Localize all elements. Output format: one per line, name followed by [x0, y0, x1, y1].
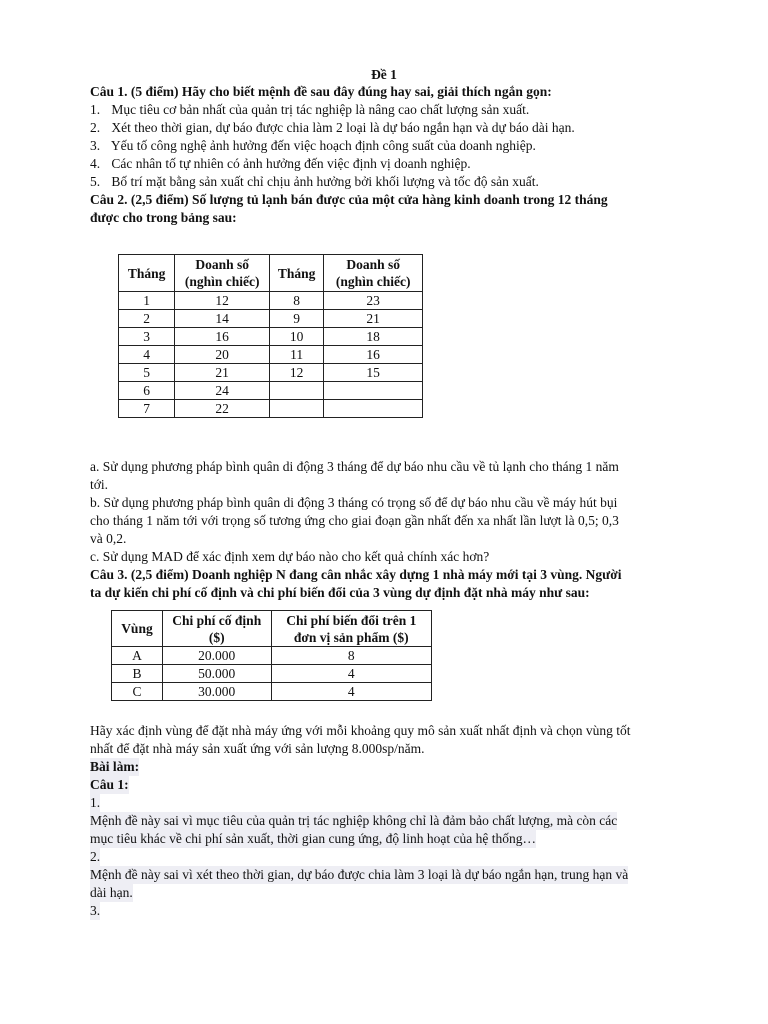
q1-item-text: Yếu tố công nghệ ảnh hưởng đến việc hoạch định công suất của doanh nghiệp.: [110, 138, 536, 153]
table-cell: 8: [269, 292, 323, 310]
table-cell: 16: [324, 346, 423, 364]
col-header-fixed-cost: [162, 611, 271, 647]
q1-item-number: 1.: [90, 102, 101, 117]
answer-1-line2: mục tiêu khác về chi phí sản xuất, thời gian cung ứng, độ linh hoạt của hệ thống…: [90, 831, 536, 846]
table-cell: [269, 382, 323, 400]
table-cell: 21: [175, 364, 270, 382]
table-cell: 21: [324, 310, 423, 328]
table-cell: 4: [271, 665, 431, 683]
q1-statement-5: [90, 173, 539, 191]
table-cell: 18: [324, 328, 423, 346]
table-cell: 6: [119, 382, 175, 400]
answer-1-line1: Mệnh đề này sai vì mục tiêu của quản trị tác nghiệp không chỉ là đảm bảo chất lượng, mà còn các: [90, 813, 618, 828]
table-cell: 16: [175, 328, 270, 346]
question-2-heading-line1: Câu 2. (2,5 điểm) Số lượng tủ lạnh bán được của một cửa hàng kinh doanh trong 12 tháng: [90, 192, 608, 207]
table-cell: [269, 400, 323, 418]
table-cell: 24: [175, 382, 270, 400]
table-row: [119, 400, 423, 418]
table-cell: 30.000: [162, 683, 271, 701]
table-cell: 1: [119, 292, 175, 310]
table-cell: [324, 382, 423, 400]
table-row: [119, 292, 423, 310]
q1-item-text: Bố trí mặt bằng sản xuất chỉ chịu ảnh hưởng bởi khối lượng và tốc độ sản xuất.: [111, 174, 539, 189]
col-header-sales-line1: Doanh số: [346, 257, 400, 272]
table-cell: 22: [175, 400, 270, 418]
table-cell: C: [112, 683, 163, 701]
table-cell: 4: [119, 346, 175, 364]
table-row: [119, 364, 423, 382]
table-cell: 20: [175, 346, 270, 364]
q2-part-c-line1: c. Sử dụng MAD để xác định xem dự báo nào cho kết quả chính xác hơn?: [90, 549, 490, 564]
col-header-sales-line2: (nghìn chiếc): [335, 274, 411, 289]
question-3-heading-line2: ta dự kiến chi phí cố định và chi phí biến đổi của 3 vùng dự định đặt nhà máy như sau:: [90, 585, 590, 600]
col-header-var-line2: đơn vị sản phẩm ($): [293, 629, 409, 645]
col-header-month: Tháng: [119, 255, 175, 292]
table-cell: 8: [271, 647, 431, 665]
sales-table-header: [119, 255, 423, 292]
table-cell: 23: [324, 292, 423, 310]
q1-item-number: 2.: [90, 120, 101, 135]
q2-part-a-line2: tới.: [90, 477, 109, 492]
col-header-sales-line1: Doanh số: [195, 257, 249, 272]
table-cell: 12: [269, 364, 323, 382]
table-cell: 11: [269, 346, 323, 364]
table-cell: 14: [175, 310, 270, 328]
q2-part-a-line1: a. Sử dụng phương pháp bình quân di động 3 tháng để dự báo nhu cầu về tủ lạnh cho tháng 1 năm: [90, 459, 619, 474]
q1-item-number: 5.: [90, 174, 101, 189]
table-cell: 20.000: [162, 647, 271, 665]
col-header-fixed-line1: Chi phí cố định: [172, 612, 262, 628]
q1-statement-4: [90, 155, 471, 173]
answer-2-line1: Mệnh đề này sai vì xét theo thời gian, dự báo được chia làm 3 loại là dự báo ngắn hạn, trung hạn và: [90, 867, 629, 882]
cost-table: [111, 610, 432, 701]
answer-heading: Bài làm:: [90, 759, 140, 774]
q3-task-line2: nhất để đặt nhà máy sản xuất ứng với sản lượng 8.000sp/năm.: [90, 741, 425, 756]
cost-table-header: [112, 611, 432, 647]
answer-1-number: 1.: [90, 795, 101, 810]
col-header-fixed-line2: ($): [208, 629, 225, 645]
table-row: [112, 647, 432, 665]
table-cell: 2: [119, 310, 175, 328]
table-cell: 50.000: [162, 665, 271, 683]
answer-q1-heading: Câu 1:: [90, 777, 129, 792]
question-1-heading: Câu 1. (5 điểm) Hãy cho biết mệnh đề sau đây đúng hay sai, giải thích ngắn gọn:: [90, 84, 552, 99]
table-cell: [324, 400, 423, 418]
col-header-region: Vùng: [112, 611, 163, 647]
table-cell: A: [112, 647, 163, 665]
table-row: [112, 665, 432, 683]
question-3-heading-line1: Câu 3. (2,5 điểm) Doanh nghiệp N đang cân nhắc xây dựng 1 nhà máy mới tại 3 vùng. Người: [90, 567, 622, 582]
table-row: [119, 328, 423, 346]
col-header-variable-cost: [271, 611, 431, 647]
table-cell: 12: [175, 292, 270, 310]
col-header-month-2: Tháng: [269, 255, 323, 292]
table-cell: B: [112, 665, 163, 683]
q1-statement-2: [90, 119, 575, 137]
q2-part-b-line1: b. Sử dụng phương pháp bình quân di động 3 tháng có trọng số để dự báo nhu cầu về máy hút bụi: [90, 495, 618, 510]
table-cell: 10: [269, 328, 323, 346]
table-row: [119, 310, 423, 328]
q1-item-text: Xét theo thời gian, dự báo được chia làm 2 loại là dự báo ngắn hạn và dự báo dài hạn.: [111, 120, 575, 135]
answer-3-number: 3.: [90, 903, 101, 918]
q1-statement-1: [90, 101, 529, 119]
answer-2-number: 2.: [90, 849, 101, 864]
table-cell: 7: [119, 400, 175, 418]
q1-statement-3: [90, 137, 536, 155]
sales-table: [118, 254, 423, 418]
table-cell: 15: [324, 364, 423, 382]
question-2-heading-line2: được cho trong bảng sau:: [90, 210, 237, 225]
q1-item-number: 4.: [90, 156, 101, 171]
q2-part-b-line3: và 0,2.: [90, 531, 127, 546]
col-header-var-line1: Chi phí biến đổi trên 1: [286, 612, 417, 628]
col-header-sales: [175, 255, 270, 292]
answer-2-line2: dài hạn.: [90, 885, 133, 900]
q3-task-line1: Hãy xác định vùng để đặt nhà máy ứng với mỗi khoảng quy mô sản xuất nhất định và chọn vùng tốt: [90, 723, 631, 738]
table-row: [119, 382, 423, 400]
q1-item-text: Các nhân tố tự nhiên có ảnh hưởng đến việc định vị doanh nghiệp.: [111, 156, 471, 171]
col-header-sales-line2: (nghìn chiếc): [184, 274, 260, 289]
table-cell: 9: [269, 310, 323, 328]
table-row: [119, 346, 423, 364]
table-cell: 5: [119, 364, 175, 382]
col-header-sales-2: [324, 255, 423, 292]
q1-item-text: Mục tiêu cơ bản nhất của quản trị tác nghiệp là nâng cao chất lượng sản xuất.: [111, 102, 530, 117]
table-cell: 3: [119, 328, 175, 346]
table-row: [112, 683, 432, 701]
q1-item-number: 3.: [90, 138, 101, 153]
q2-part-b-line2: cho tháng 1 năm tới với trọng số tương ứng cho giai đoạn gần nhất đến xa nhất lần lượt là 0,5; 0,3: [90, 513, 619, 528]
table-cell: 4: [271, 683, 431, 701]
document-title: Đề 1: [371, 67, 397, 82]
